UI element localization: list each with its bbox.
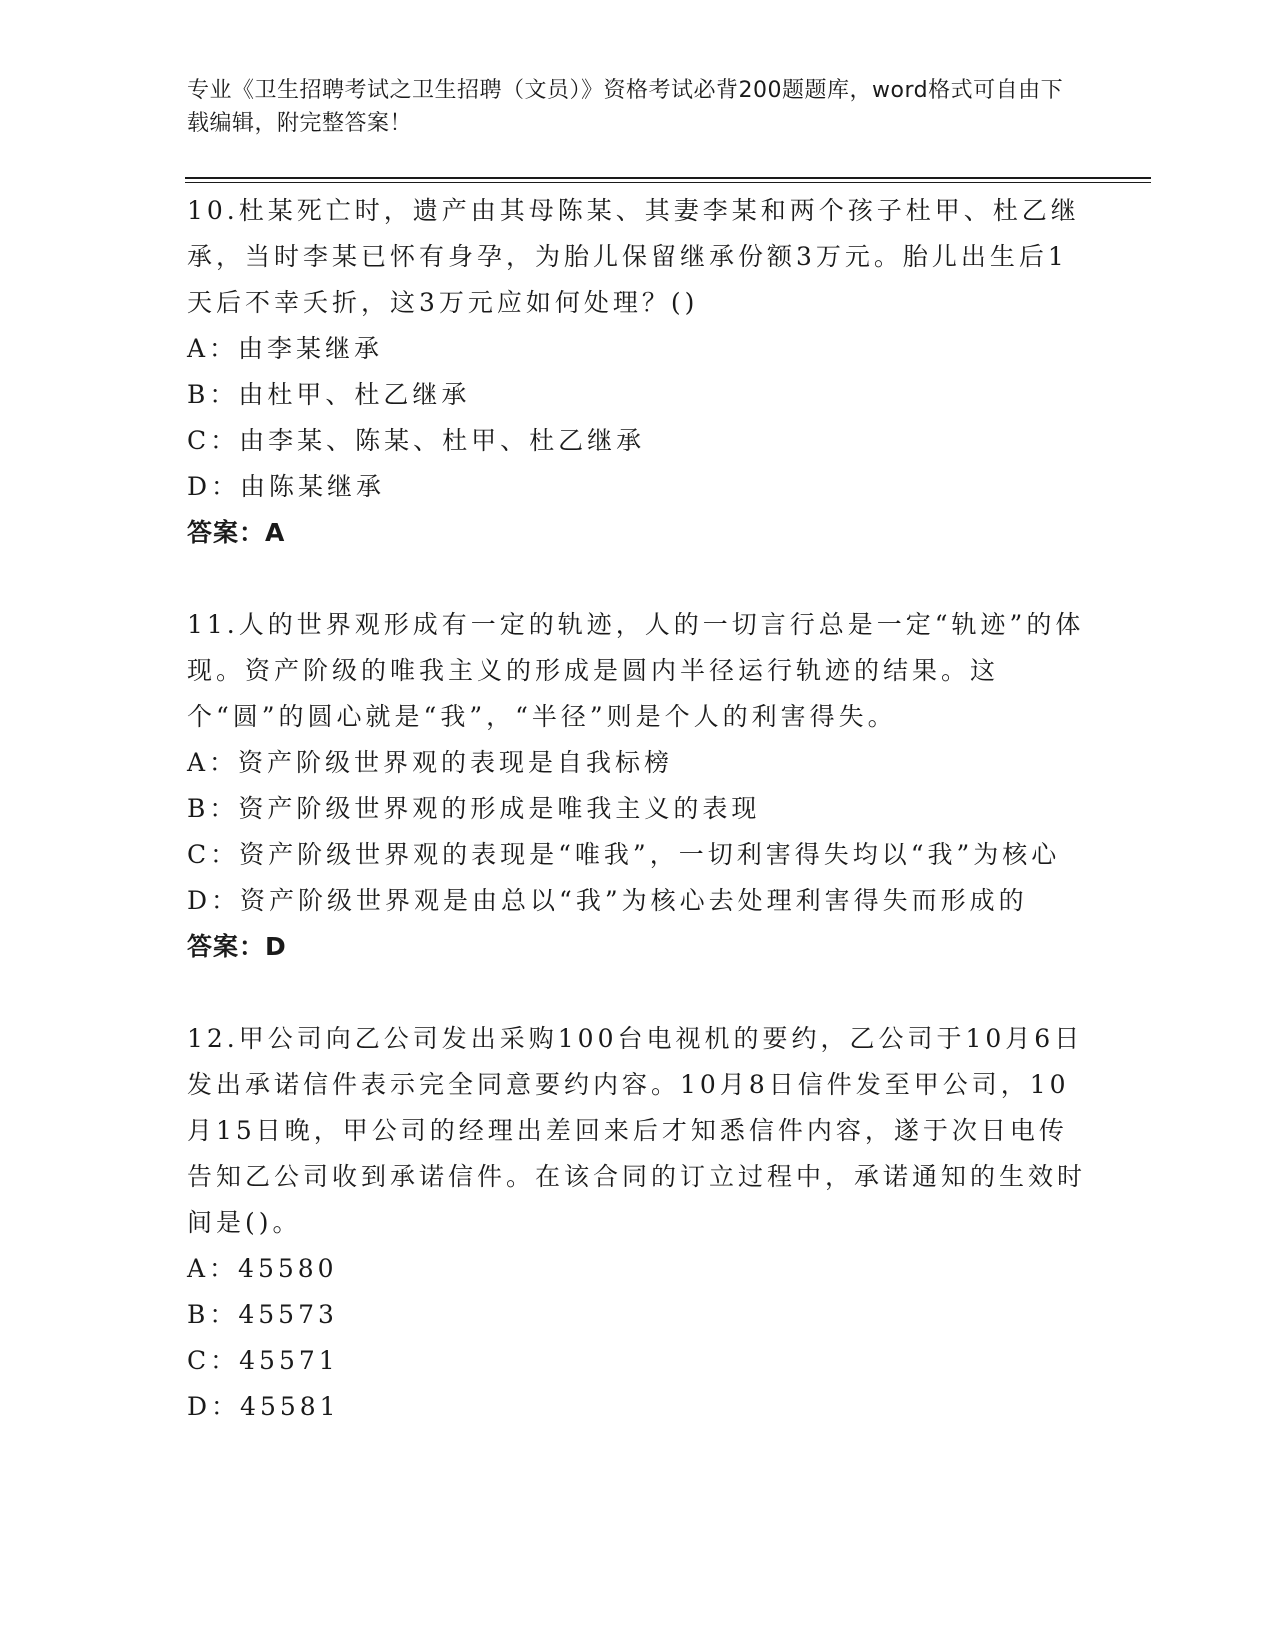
- header-text: 专业《卫生招聘考试之卫生招聘（文员）》资格考试必背200题题库，word格式可自由下载编辑，附完整答案！: [187, 78, 1064, 136]
- option-a: A：由李某继承: [187, 334, 384, 363]
- question-10: [187, 188, 1087, 556]
- option-b: B：资产阶级世界观的形成是唯我主义的表现: [187, 794, 761, 823]
- document-header: [187, 74, 1067, 140]
- question-11: [187, 602, 1087, 970]
- option-d: D：资产阶级世界观是由总以“我”为核心去处理利害得失而形成的: [187, 886, 1028, 915]
- option-a: A：资产阶级世界观的表现是自我标榜: [187, 748, 674, 777]
- option-b: B：由杜甲、杜乙继承: [187, 380, 471, 409]
- option-d: D：45581: [187, 1392, 340, 1421]
- option-a: A：45580: [187, 1254, 338, 1283]
- option-b: B：45573: [187, 1300, 338, 1329]
- option-c: C：由李某、陈某、杜甲、杜乙继承: [187, 426, 646, 455]
- question-spacer: [187, 556, 1087, 602]
- question-spacer: [187, 970, 1087, 1016]
- answer-line: 答案：D: [187, 932, 287, 961]
- option-d: D：由陈某继承: [187, 472, 386, 501]
- question-12: [187, 1016, 1087, 1430]
- question-stem: 11.人的世界观形成有一定的轨迹，人的一切言行总是一定“轨迹”的体现。资产阶级的唯我主义的形成是圆内半径运行轨迹的结果。这个“圆”的圆心就是“我”，“半径”则是个人的利害得失。: [187, 610, 1085, 731]
- question-stem: 12.甲公司向乙公司发出采购100台电视机的要约，乙公司于10月6日发出承诺信件表示完全同意要约内容。10月8日信件发至甲公司，10月15日晚，甲公司的经理出差回来后才知悉信件内容，遂于次日电传告知乙公司收到承诺信件。在该合同的订立过程中，承诺通知的生效时间是()。: [187, 1024, 1087, 1237]
- question-list: [187, 188, 1087, 1430]
- question-stem: 10.杜某死亡时，遗产由其母陈某、其妻李某和两个孩子杜甲、杜乙继承，当时李某已怀有身孕，为胎儿保留继承份额3万元。胎儿出生后1天后不幸夭折，这3万元应如何处理？(): [187, 196, 1080, 317]
- option-c: C：45571: [187, 1346, 339, 1375]
- option-c: C：资产阶级世界观的表现是“唯我”，一切利害得失均以“我”为核心: [187, 840, 1061, 869]
- header-rule-thick: [185, 177, 1151, 179]
- header-rule-thin: [185, 182, 1151, 183]
- answer-line: 答案：A: [187, 518, 286, 547]
